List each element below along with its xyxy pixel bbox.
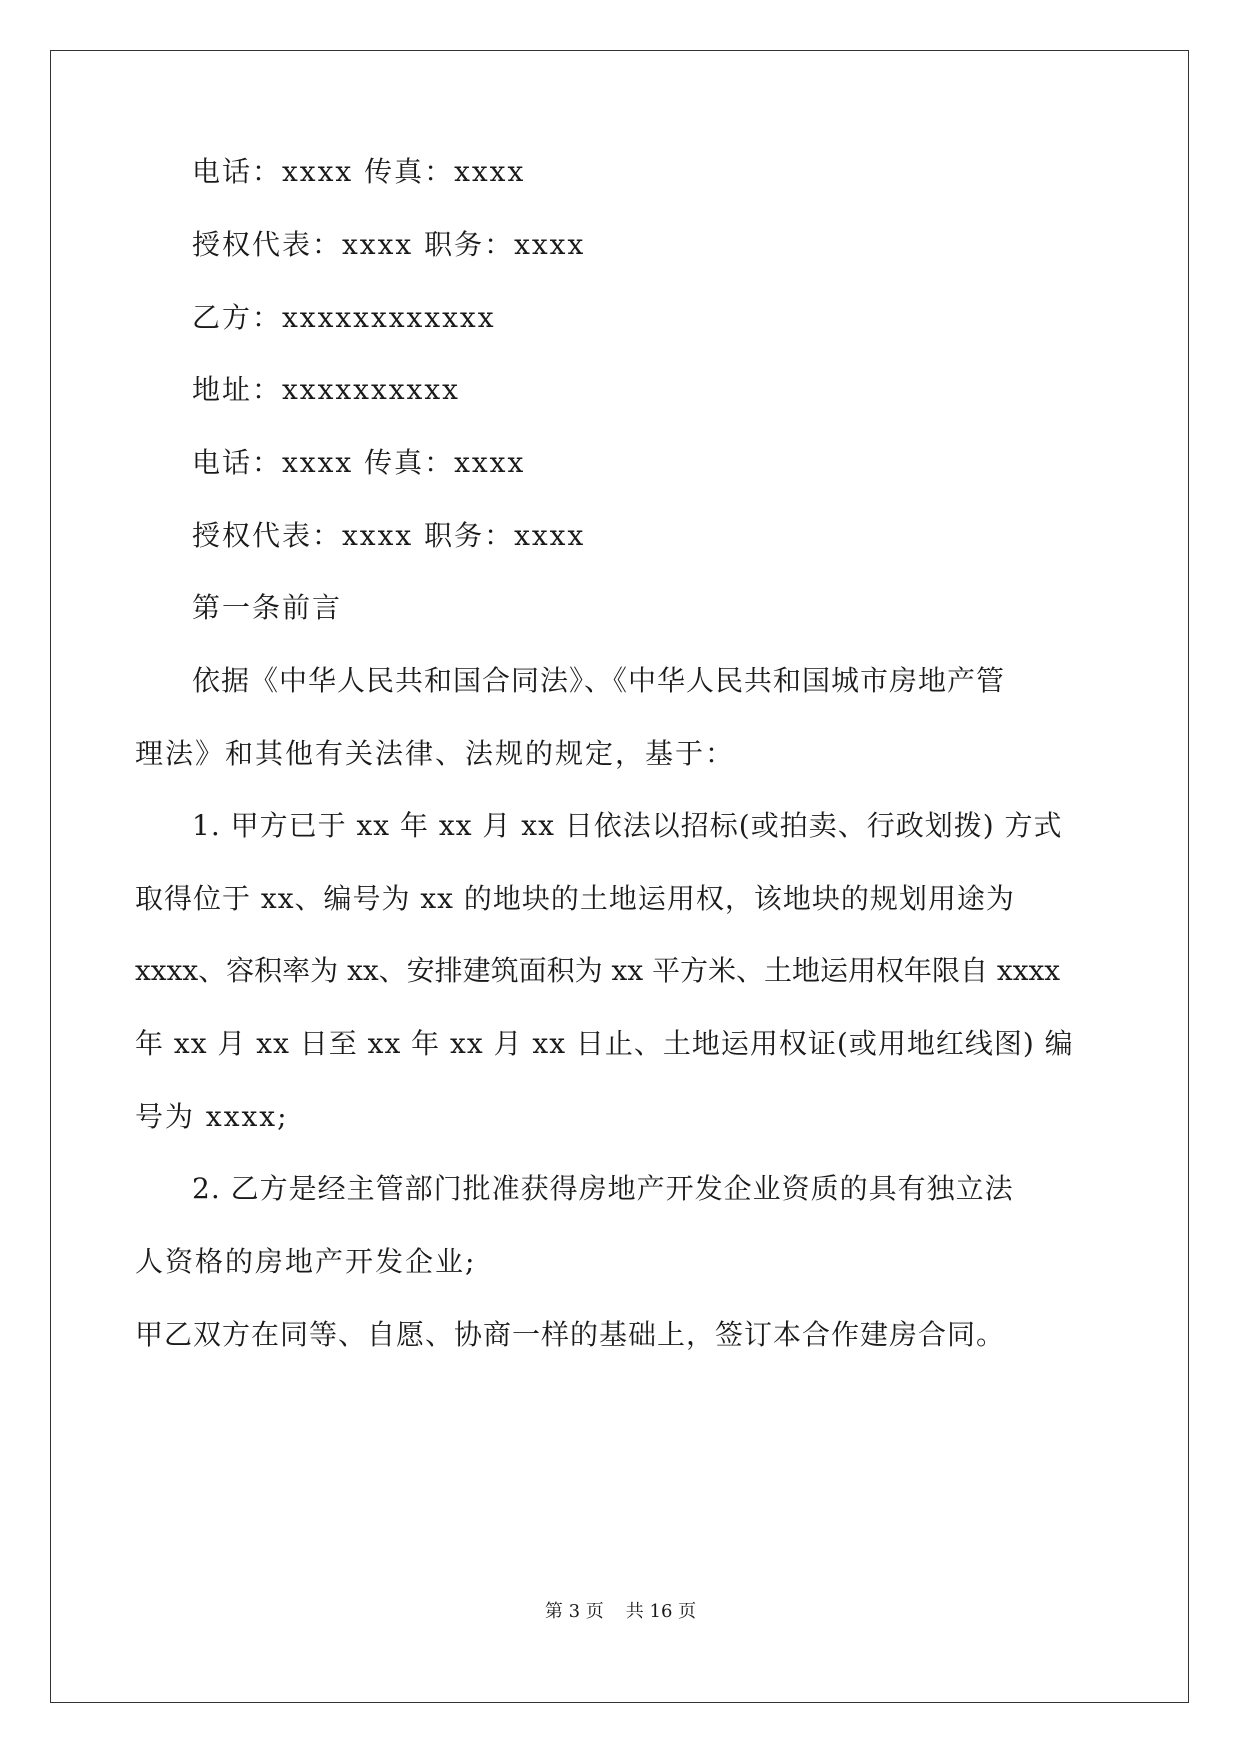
page-footer	[0, 1600, 1241, 1624]
paragraph-line: 号为 xxxx;	[135, 1100, 289, 1133]
paragraph-line: 人资格的房地产开发企业;	[135, 1245, 477, 1278]
page-total: 共 16 页	[625, 1601, 697, 1622]
paragraph-line: 依据《中华人民共和国合同法》、《中华人民共和国城市房地产管	[192, 664, 1006, 697]
paragraph-line: 理法》和其他有关法律、法规的规定，基于：	[135, 737, 736, 770]
paragraph-line: 2. 乙方是经主管部门批准获得房地产开发企业资质的具有独立法	[192, 1172, 1014, 1205]
party-b-representative: 授权代表：xxxx 职务：xxxx	[192, 519, 586, 552]
party-b-name: 乙方：xxxxxxxxxxxx	[192, 301, 496, 334]
paragraph-line: 甲乙双方在同等、自愿、协商一样的基础上，签订本合作建房合同。	[135, 1318, 1006, 1351]
page-number: 第 3 页	[544, 1601, 604, 1622]
paragraph-line: 年 xx 月 xx 日至 xx 年 xx 月 xx 日止、土地运用权证(或用地红线图) 编	[135, 1027, 1074, 1060]
party-b-address: 地址：xxxxxxxxxx	[192, 373, 460, 406]
party-a-representative: 授权代表：xxxx 职务：xxxx	[192, 228, 586, 261]
paragraph-line: 1. 甲方已于 xx 年 xx 月 xx 日依法以招标(或拍卖、行政划拨) 方式	[192, 809, 1063, 842]
party-a-phone-fax: 电话：xxxx 传真：xxxx	[192, 155, 526, 188]
paragraph-line: xxxx、容积率为 xx、安排建筑面积为 xx 平方米、土地运用权年限自 xxxx	[135, 954, 1061, 987]
section-heading: 第一条前言	[192, 591, 343, 624]
paragraph-line: 取得位于 xx、编号为 xx 的地块的土地运用权，该地块的规划用途为	[135, 882, 1015, 915]
party-b-phone-fax: 电话：xxxx 传真：xxxx	[192, 446, 526, 479]
